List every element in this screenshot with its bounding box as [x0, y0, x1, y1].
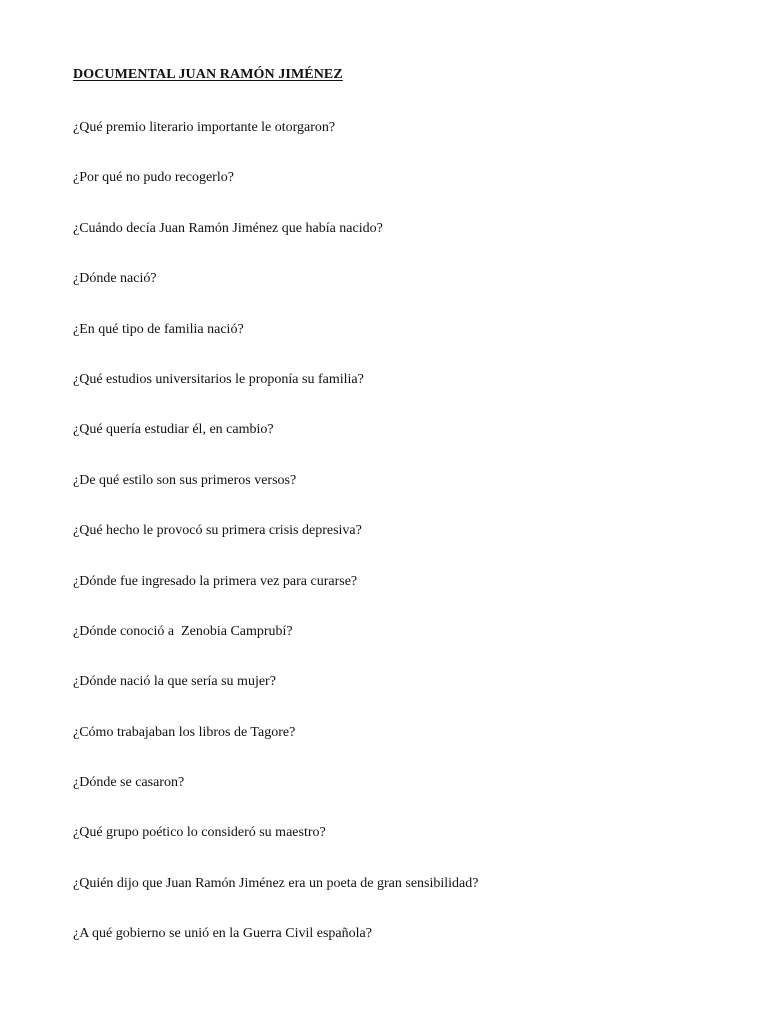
question-item: ¿Dónde conoció a Zenobia Camprubí?: [73, 623, 293, 639]
question-item: ¿Qué premio literario importante le otorgaron?: [73, 120, 336, 135]
question-item: ¿Por qué no pudo recogerlo?: [73, 170, 234, 186]
question-item: ¿En qué tipo de familia nació?: [73, 321, 244, 337]
document-title: DOCUMENTAL JUAN RAMÓN JIMÉNEZ: [73, 67, 343, 82]
question-item: ¿Quién dijo que Juan Ramón Jiménez era un poeta de gran sensibilidad?: [73, 875, 479, 891]
question-item: ¿Cómo trabajaban los libros de Tagore?: [73, 724, 296, 740]
question-item: ¿Qué grupo poético lo consideró su maestro?: [73, 825, 326, 841]
question-item: ¿Qué estudios universitarios le proponía su familia?: [73, 371, 364, 387]
question-item: ¿De qué estilo son sus primeros versos?: [73, 472, 297, 488]
question-item: ¿Cuándo decía Juan Ramón Jiménez que había nacido?: [73, 220, 383, 236]
question-item: ¿Dónde nació la que sería su mujer?: [73, 674, 276, 690]
question-item: ¿Qué hecho le provocó su primera crisis depresiva?: [73, 523, 362, 539]
question-item: ¿Dónde nació?: [73, 271, 157, 287]
question-item: ¿Dónde fue ingresado la primera vez para curarse?: [73, 573, 358, 589]
question-list: [73, 118, 479, 975]
question-item: ¿A qué gobierno se unió en la Guerra Civil española?: [73, 926, 372, 942]
question-item: ¿Qué quería estudiar él, en cambio?: [73, 422, 274, 438]
question-item: ¿Dónde se casaron?: [73, 775, 185, 791]
